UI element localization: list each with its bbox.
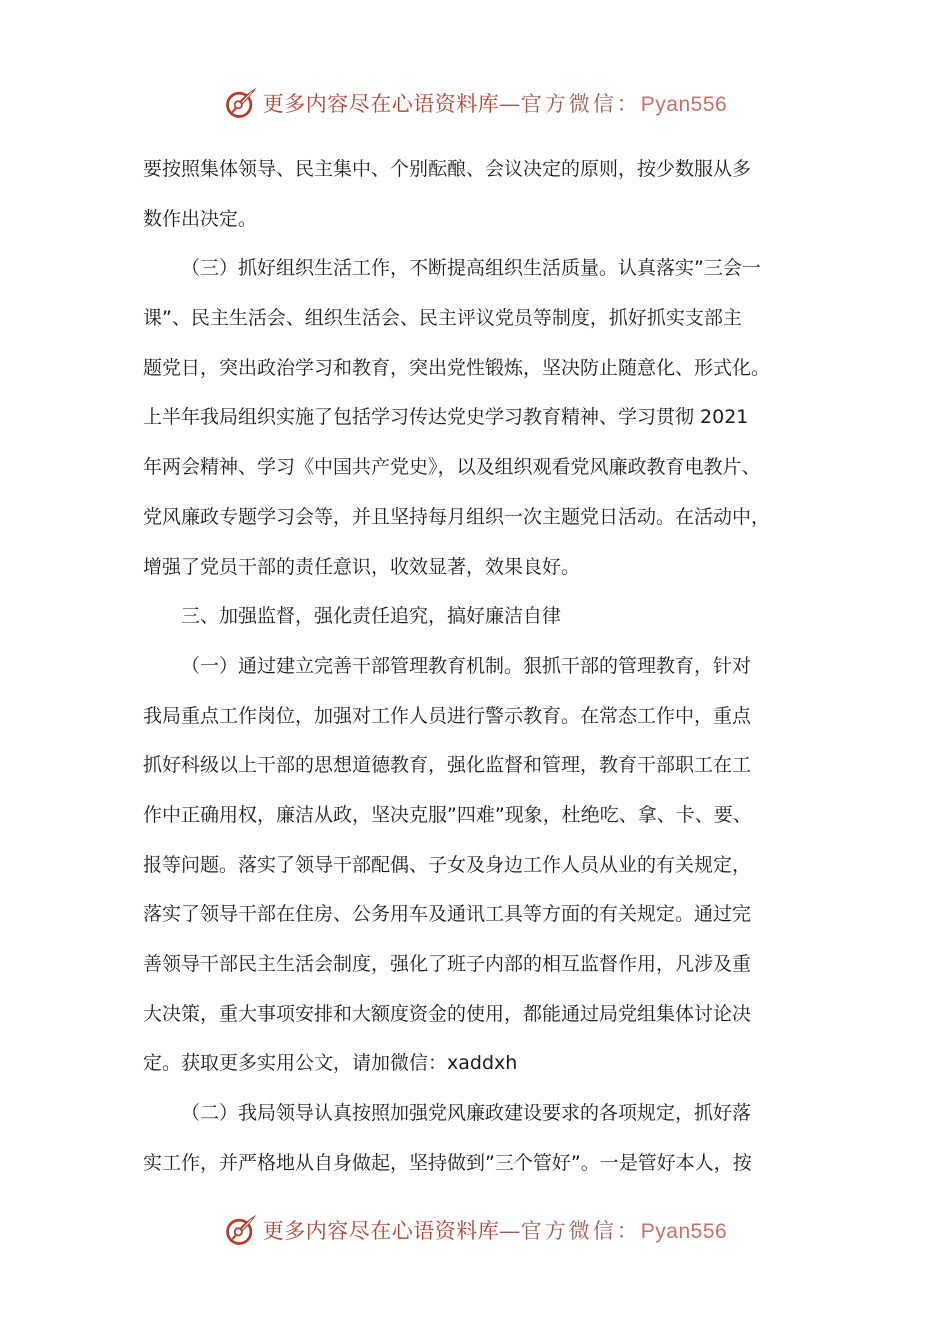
banner-wechat-id: Pyan556 — [640, 93, 728, 116]
header-banner — [0, 83, 950, 123]
banner-wechat-label: 官方微信： — [520, 1219, 641, 1243]
text-line: 党风廉政专题学习会等，并且坚持每月组织一次主题党日活动。在活动中， — [143, 505, 771, 528]
banner-text — [263, 88, 727, 118]
text-line: 要按照集体领导、民主集中、个别酝酿、会议决定的原则，按少数服从多 — [143, 158, 752, 180]
text-line: 作中正确用权，廉洁从政，坚决克服”四难”现象，杜绝吃、拿、卡、要、 — [143, 803, 752, 826]
quill-pen-logo-icon — [223, 1212, 259, 1248]
text-line: 善领导干部民主生活会制度，强化了班子内部的相互监督作用，凡涉及重 — [143, 953, 752, 975]
text-line: 大决策，重大事项安排和大额度资金的使用，都能通过局党组集体讨论决 — [143, 1002, 752, 1025]
paragraph-start-line: （一）通过建立完善干部管理教育机制。狠抓干部的管理教育，针对 — [181, 654, 752, 677]
banner-text — [263, 1215, 727, 1245]
text-line: 数作出决定。 — [143, 207, 258, 230]
banner-wechat-label: 官方微信： — [520, 92, 641, 116]
text-line: 上半年我局组织实施了包括学习传达党史学习教育精神、学习贯彻 2021 — [143, 406, 749, 429]
text-line: 抓好科级以上干部的思想道德教育，强化监督和管理，教育干部职工在工 — [143, 754, 752, 777]
text-line: 定。获取更多实用公文，请加微信：xaddxh — [143, 1052, 518, 1075]
banner-wechat-id: Pyan556 — [640, 1220, 728, 1243]
section-heading: 三、加强监督，强化责任追究，搞好廉洁自律 — [181, 605, 562, 628]
text-line: 增强了党员干部的责任意识，收效显著，效果良好。 — [143, 555, 581, 578]
document-body — [143, 145, 823, 1188]
text-line: 年两会精神、学习《中国共产党史》，以及组织观看党风廉政教育电教片、 — [143, 456, 761, 479]
footer-banner — [0, 1210, 950, 1250]
text-line: 我局重点工作岗位，加强对工作人员进行警示教育。在常态工作中，重点 — [143, 704, 752, 727]
text-line: 课”、民主生活会、组织生活会、民主评议党员等制度，抓好抓实支部主 — [143, 307, 742, 330]
paragraph-start-line: （二）我局领导认真按照加强党风廉政建设要求的各项规定，抓好落 — [181, 1102, 752, 1125]
banner-site-text: 更多内容尽在心语资料库 — [262, 1219, 500, 1243]
paragraph-start-line: （三）抓好组织生活工作，不断提高组织生活质量。认真落实”三会一 — [181, 257, 761, 280]
banner-site-text: 更多内容尽在心语资料库 — [262, 92, 500, 116]
text-line: 落实了领导干部在住房、公务用车及通讯工具等方面的有关规定。通过完 — [143, 903, 752, 926]
text-line: 题党日，突出政治学习和教育，突出党性锻炼，坚决防止随意化、形式化。 — [143, 356, 771, 379]
banner-separator: — — [499, 1219, 521, 1243]
text-line: 报等问题。落实了领导干部配偶、子女及身边工作人员从业的有关规定， — [143, 853, 752, 876]
banner-separator: — — [499, 92, 521, 116]
quill-pen-logo-icon — [223, 85, 259, 121]
text-line: 实工作，并严格地从自身做起，坚持做到”三个管好”。一是管好本人，按 — [143, 1151, 752, 1174]
